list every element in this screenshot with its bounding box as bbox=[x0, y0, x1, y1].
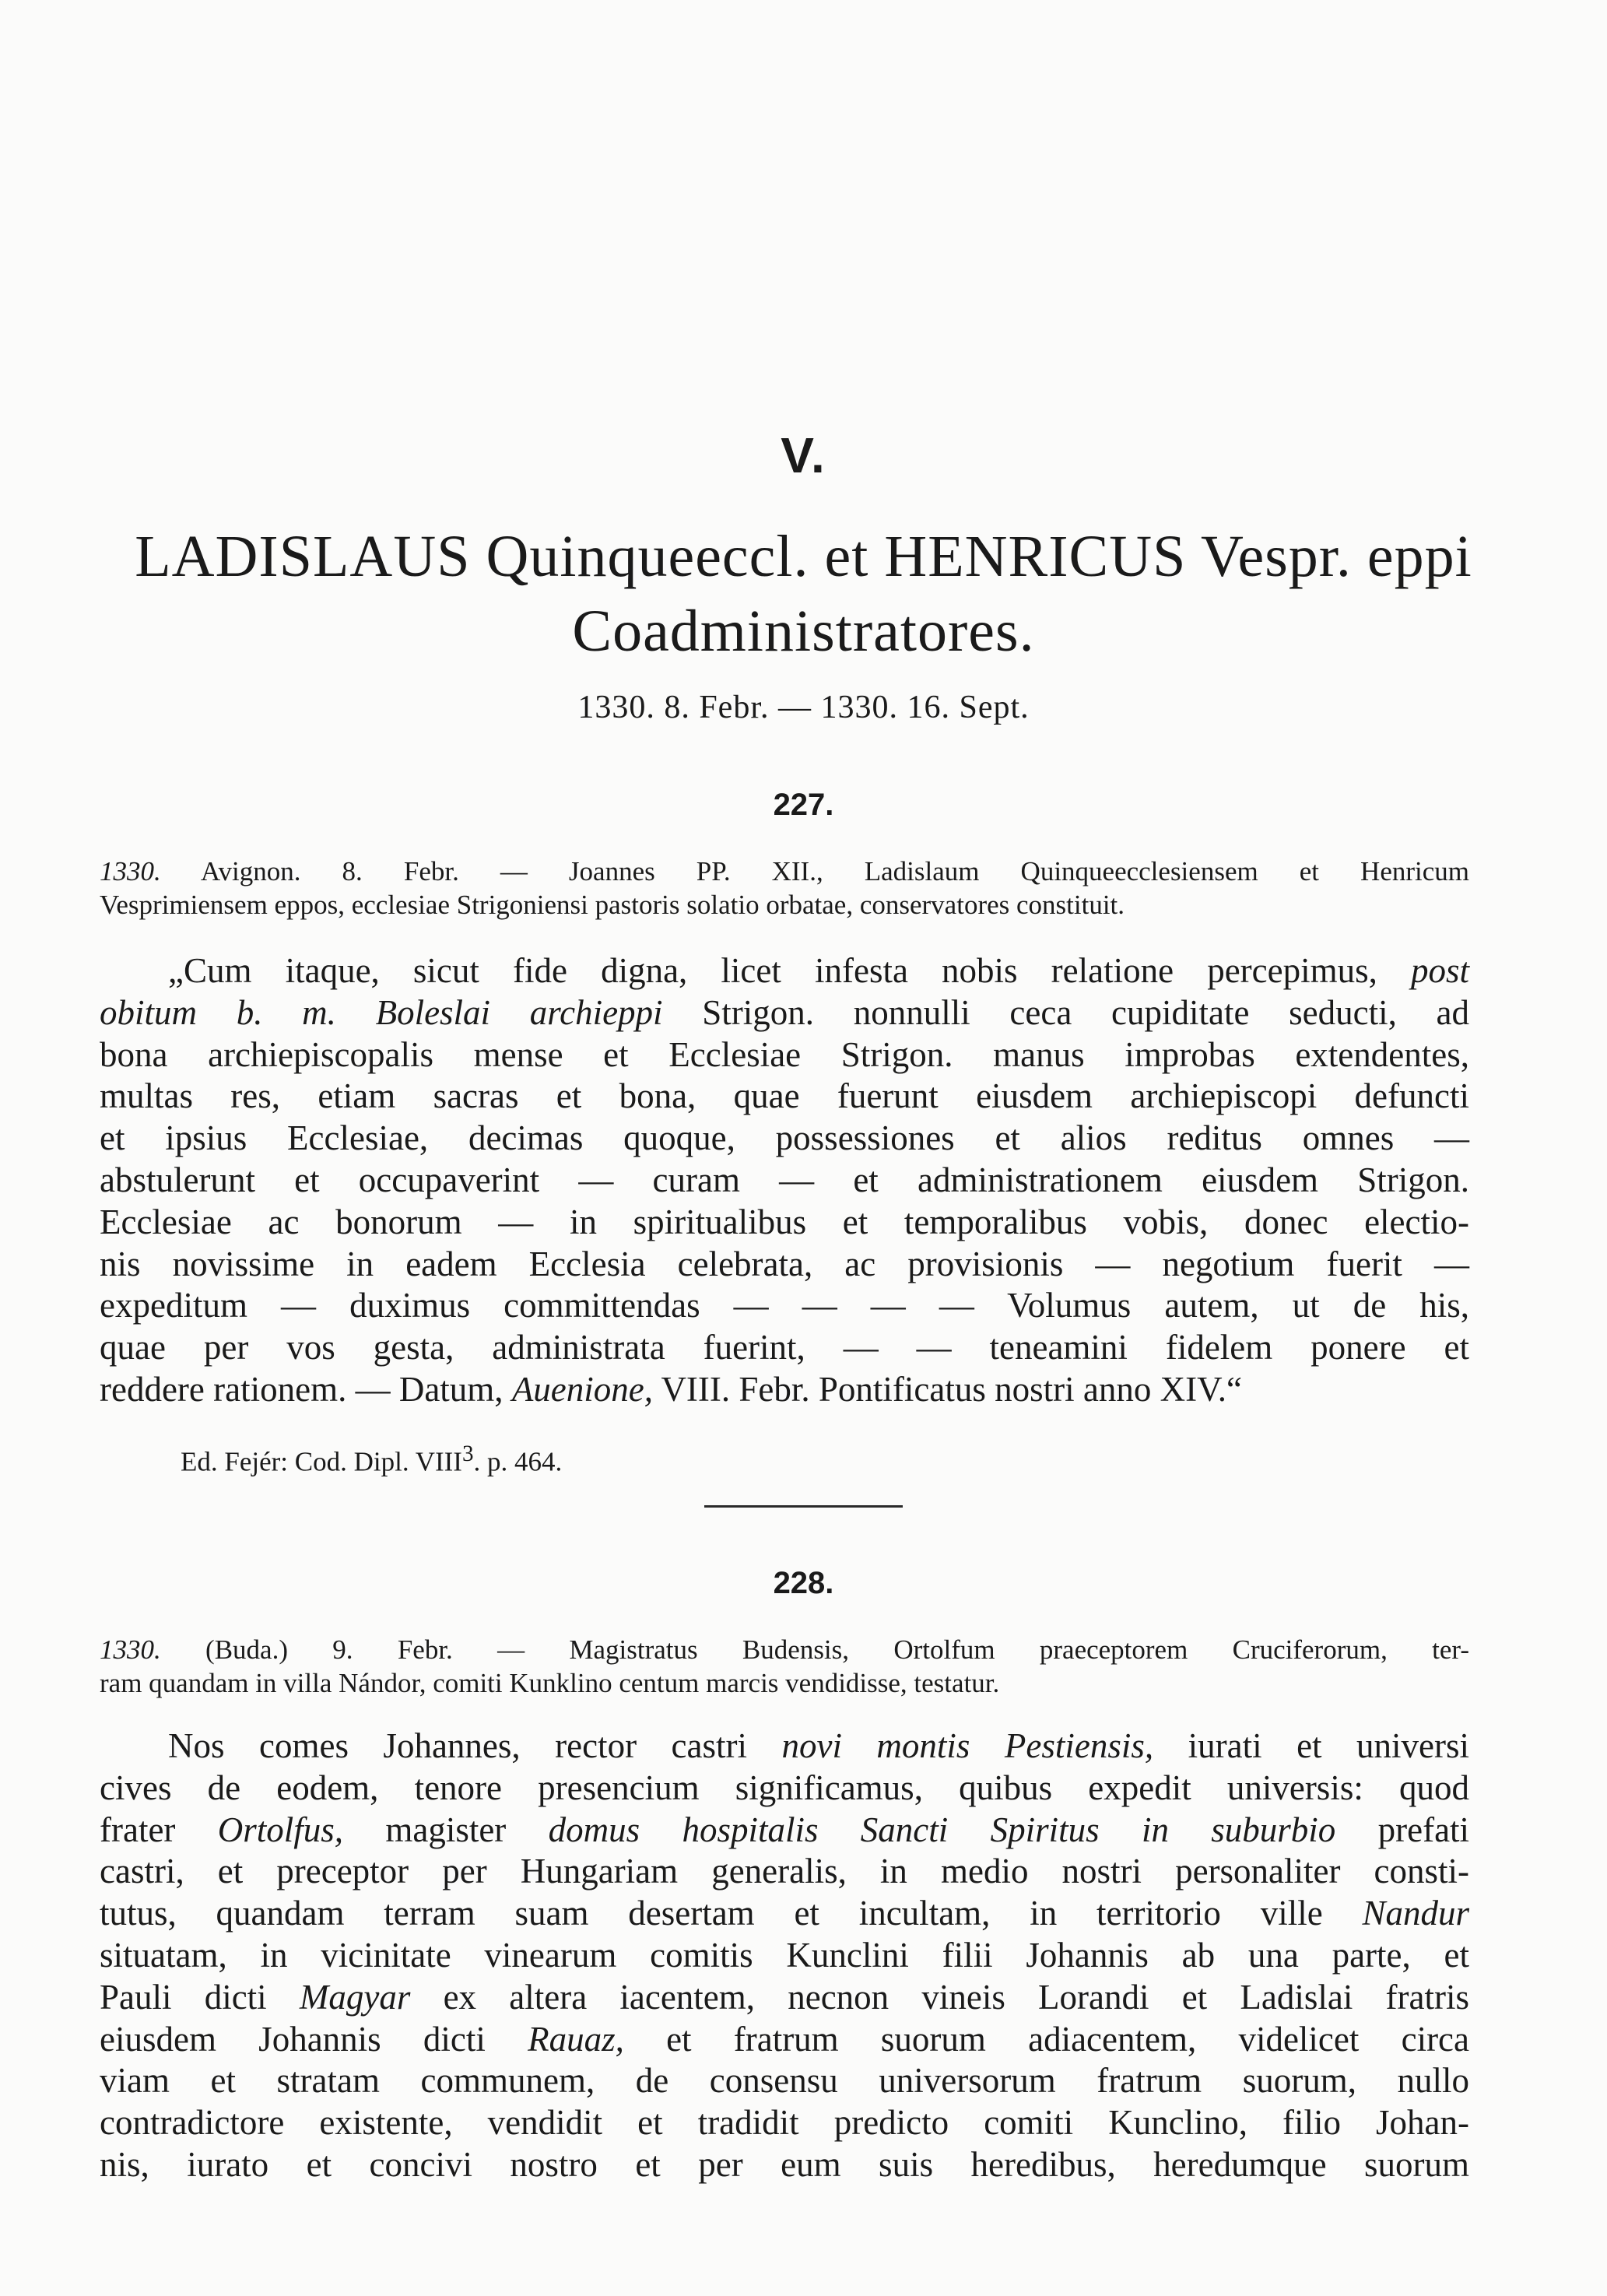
text-line: expeditum — duximus committendas — — — — Volumus autem, ut de his, bbox=[100, 1286, 1469, 1325]
document-text-228 bbox=[100, 1726, 1469, 2186]
text-line: obitum b. m. Boleslai archieppi Strigon. nonnulli ceca cupiditate seducti, ad bbox=[100, 992, 1469, 1032]
regest-date: 1330. bbox=[100, 1634, 161, 1665]
chapter-number: V. bbox=[781, 427, 826, 483]
text-line: nis, iurato et concivi nostro et per eum suis heredibus, heredumque suorum bbox=[100, 2144, 1469, 2184]
regest-date: 1330. bbox=[100, 856, 161, 886]
chapter-date-range: 1330. 8. Febr. — 1330. 16. Sept. bbox=[577, 690, 1030, 725]
text-line: Pauli dicti Magyar ex altera iacentem, necnon vineis Lorandi et Ladislai fratris bbox=[100, 1977, 1469, 2017]
text-line: „Cum itaque, sicut fide digna, licet infesta nobis relatione percepimus, post bbox=[168, 951, 1470, 990]
section-divider bbox=[704, 1505, 903, 1508]
edition-reference: Ed. Fejér: Cod. Dipl. VIII$^3$. p. 464. bbox=[181, 1441, 563, 1477]
text-line: frater Ortolfus, magister domus hospitalis Sancti Spiritus in suburbio prefati bbox=[100, 1810, 1470, 1849]
document-number-227: 227. bbox=[773, 788, 834, 822]
text-line: abstulerunt et occupaverint — curam — et administrationem eiusdem Strigon. bbox=[100, 1160, 1469, 1199]
regest-line: 1330. (Buda.) 9. Febr. — Magistratus Budensis, Ortolfum praeceptorem Cruciferorum, ter- bbox=[100, 1634, 1469, 1665]
chapter-title-line-2: Coadministratores. bbox=[572, 599, 1035, 664]
chapter-title-line-1: LADISLAUS Quinqueeccl. et HENRICUS Vespr. eppi bbox=[135, 524, 1472, 589]
regest-228 bbox=[100, 1633, 1469, 1700]
regest-line: Vesprimiensem eppos, ecclesiae Strigoniensi pastoris solatio orbatae, conservatores constituit. bbox=[100, 890, 1125, 920]
text-line: contradictore existente, vendidit et tradidit predicto comiti Kunclino, filio Johan- bbox=[100, 2103, 1469, 2143]
text-line: Nos comes Johannes, rector castri novi montis Pestiensis, iurati et universi bbox=[168, 1726, 1470, 1765]
regest-line: 1330. Avignon. 8. Febr. — Joannes PP. XII., Ladislaum Quinqueecclesiensem et Henricum bbox=[100, 856, 1469, 886]
text-line: cives de eodem, tenore presencium significamus, quibus expedit universis: quod bbox=[100, 1768, 1469, 1807]
text-line: situatam, in vicinitate vinearum comitis Kunclini filii Johannis ab una parte, et bbox=[100, 1935, 1469, 1975]
regest-227 bbox=[100, 855, 1469, 922]
text-line: multas res, etiam sacras et bona, quae fuerunt eiusdem archiepiscopi defuncti bbox=[100, 1076, 1469, 1116]
text-line: viam et stratam communem, de consensu universorum fratrum suorum, nullo bbox=[100, 2061, 1469, 2101]
text-line: eiusdem Johannis dicti Rauaz, et fratrum suorum adiacentem, videlicet circa bbox=[100, 2019, 1469, 2059]
document-number-228: 228. bbox=[773, 1566, 834, 1600]
text-line: bona archiepiscopalis mense et Ecclesiae Strigon. manus improbas extendentes, bbox=[100, 1034, 1469, 1074]
text-line: nis novissime in eadem Ecclesia celebrata, ac provisionis — negotium fuerit — bbox=[100, 1244, 1469, 1283]
text-line: Ecclesiae ac bonorum — in spiritualibus et temporalibus vobis, donec electio- bbox=[100, 1202, 1469, 1241]
document-text-227 bbox=[100, 950, 1469, 1411]
text-line: et ipsius Ecclesiae, decimas quoque, possessiones et alios reditus omnes — bbox=[100, 1118, 1469, 1158]
text-line: reddere rationem. — Datum, Auenione, VIII. Febr. Pontificatus nostri anno XIV.“ bbox=[100, 1369, 1243, 1409]
text-line: castri, et preceptor per Hungariam generalis, in medio nostri personaliter consti- bbox=[100, 1852, 1469, 1891]
text-line: quae per vos gesta, administrata fuerint, — — teneamini fidelem ponere et bbox=[100, 1328, 1469, 1367]
regest-line: ram quandam in villa Nándor, comiti Kunklino centum marcis vendidisse, testatur. bbox=[100, 1668, 1000, 1698]
text-line: tutus, quandam terram suam desertam et incultam, in territorio ville Nandur bbox=[100, 1894, 1469, 1933]
